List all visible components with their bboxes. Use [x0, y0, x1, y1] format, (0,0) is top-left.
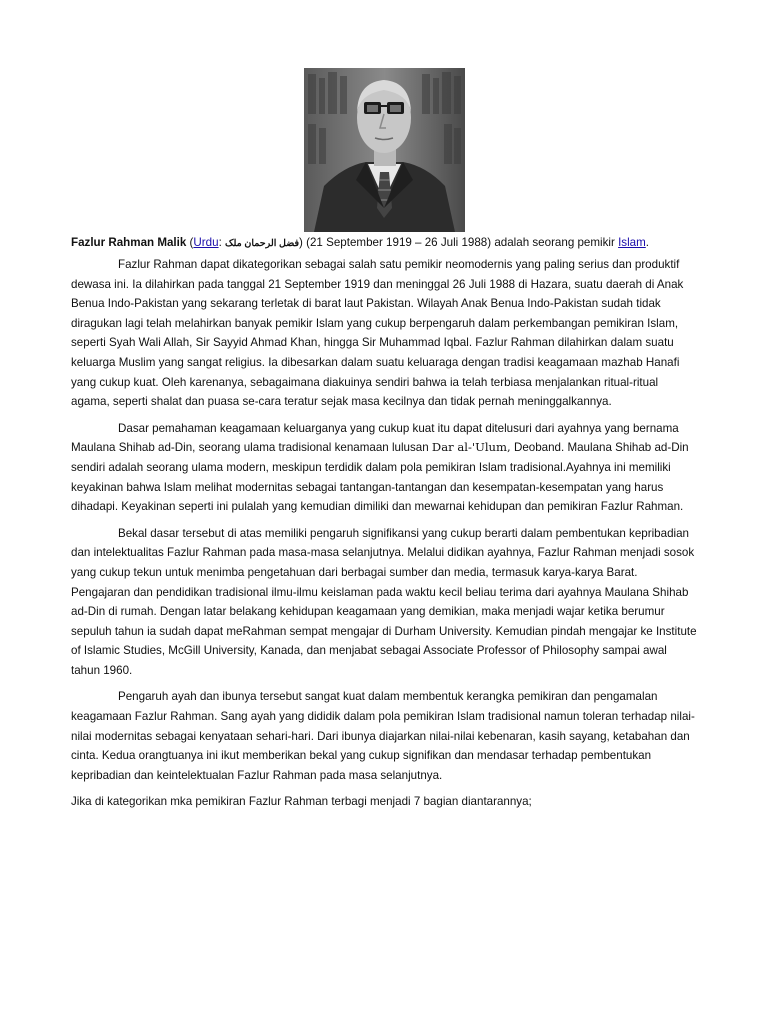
- article-body: [71, 236, 699, 819]
- portrait-image: [304, 68, 465, 232]
- paragraph-2-part-b: Deoband. Maulana Shihab ad-Din sendiri adalah seorang ulama modern, meskipun terdidik dalam pola pemikiran Islam tradisional.Ayahnya ini memiliki keyakinan bahwa Islam melihat modernitas sebagai tantangan-tantangan dan kesempatan-kesempatan yang harus dihadapi. Keyakinan seperti ini pulalah yang kemudian dimiliki dan mewarnai kehidupan dan pemikiran Fazlur Rahman.: [71, 441, 689, 514]
- intro-colon: :: [218, 236, 226, 249]
- paragraph-1: Fazlur Rahman dapat dikategorikan sebagai salah satu pemikir neomodernis yang paling serius dan produktif dewasa ini. Ia dilahirkan pada tanggal 21 September 1919 dan meninggal 26 Juli 1988 di Hazara, suatu daerah di Anak Benua Indo-Pakistan yang sekarang terletak di barat laut Pakistan. Wilayah Anak Benua Indo-Pakistan sudah tidak diragukan lagi telah melahirkan banyak pemikir Islam yang cukup berpengaruh dalam perkembangan pemikiran Islam, seperti Syah Wali Allah, Sir Sayyid Ahmad Khan, hingga Sir Muhammad Iqbal. Fazlur Rahman dilahirkan dalam suatu keluarga Muslim yang sangat religius. Ia dibesarkan dalam suatu keluaraga dengan tradisi keagamaan mazhab Hanafi yang cukup kuat. Oleh karenanya, sebagaimana diakuinya sendiri bahwa ia telah terbiasa menjalankan ritual-ritual agama, seperti shalat dan puasa se-cara teratur sejak masa kecilnya dan tidak pernah meninggalkannya.: [71, 258, 684, 409]
- paragraph-2-part-a: Dasar pemahaman keagamaan keluarganya yang cukup kuat itu dapat ditelusuri dari ayahnya yang bernama Maulana Shihab ad-Din, seorang ulama tradisional kenamaan lulusan: [71, 421, 679, 455]
- portrait-photo: [304, 68, 465, 232]
- islam-link[interactable]: Islam: [618, 236, 646, 249]
- urdu-link[interactable]: Urdu: [193, 236, 219, 249]
- paragraph-4: Pengaruh ayah dan ibunya tersebut sangat kuat dalam membentuk kerangka pemikiran dan pengamalan keagamaan Fazlur Rahman. Sang ayah yang dididik dalam pola pemikiran Islam tradisional namun toleran terhadap nilai-nilai modernitas sebagai kenyataan sehari-hari. Dari ibunya diajarkan nilai-nilai kebenaran, kasih sayang, ketabahan dan cinta. Kedua orangtuanya ini ikut memberikan bekal yang cukup signifikan dan mendasar terhadap pembentukan kepribadian dan keintelektualan Fazlur Rahman pada masa selanjutnya.: [71, 690, 695, 782]
- intro-end: .: [645, 236, 650, 249]
- urdu-name: فضل الرحمان ملک: [225, 238, 300, 249]
- paragraph-2: [71, 419, 699, 517]
- intro-dates: ) (21 September 1919 – 26 Juli 1988) adalah seorang pemikir: [299, 236, 619, 249]
- darul-ulum-term: Dar al-'Ulum,: [431, 440, 511, 455]
- paragraph-3: Bekal dasar tersebut di atas memiliki pengaruh signifikansi yang cukup berarti dalam pembentukan kepribadian dan intelektualitas Fazlur Rahman pada masa-masa selanjutnya. Melalui didikan ayahnya, Fazlur Rahman menjadi sosok yang cukup tekun untuk menimba pengetahuan dari berbagai sumber dan media, termasuk karya-karya Barat. Pengajaran dan pendidikan tradisional ilmu-ilmu keislaman pada waktu kecil beliau terima dari ayahnya Maulana Shihab ad-Din di rumah. Dengan latar belakang kehidupan keagamaan yang demikian, maka menjadi wajar ketika berumur sepuluh tahun ia sudah dapat meRahman sempat mengajar di Durham University. Kemudian pindah mengajar ke Institute of Islamic Studies, McGill University, Kanada, dan menjabat sebagai Associate Professor of Philosophy sampai awal tahun 1960.: [71, 526, 697, 677]
- intro-open-paren: (: [186, 236, 194, 249]
- intro-paragraph: [71, 236, 699, 251]
- paragraph-5: Jika di kategorikan mka pemikiran Fazlur Rahman terbagi menjadi 7 bagian diantarannya;: [71, 795, 532, 809]
- person-name: Fazlur Rahman Malik: [71, 236, 187, 249]
